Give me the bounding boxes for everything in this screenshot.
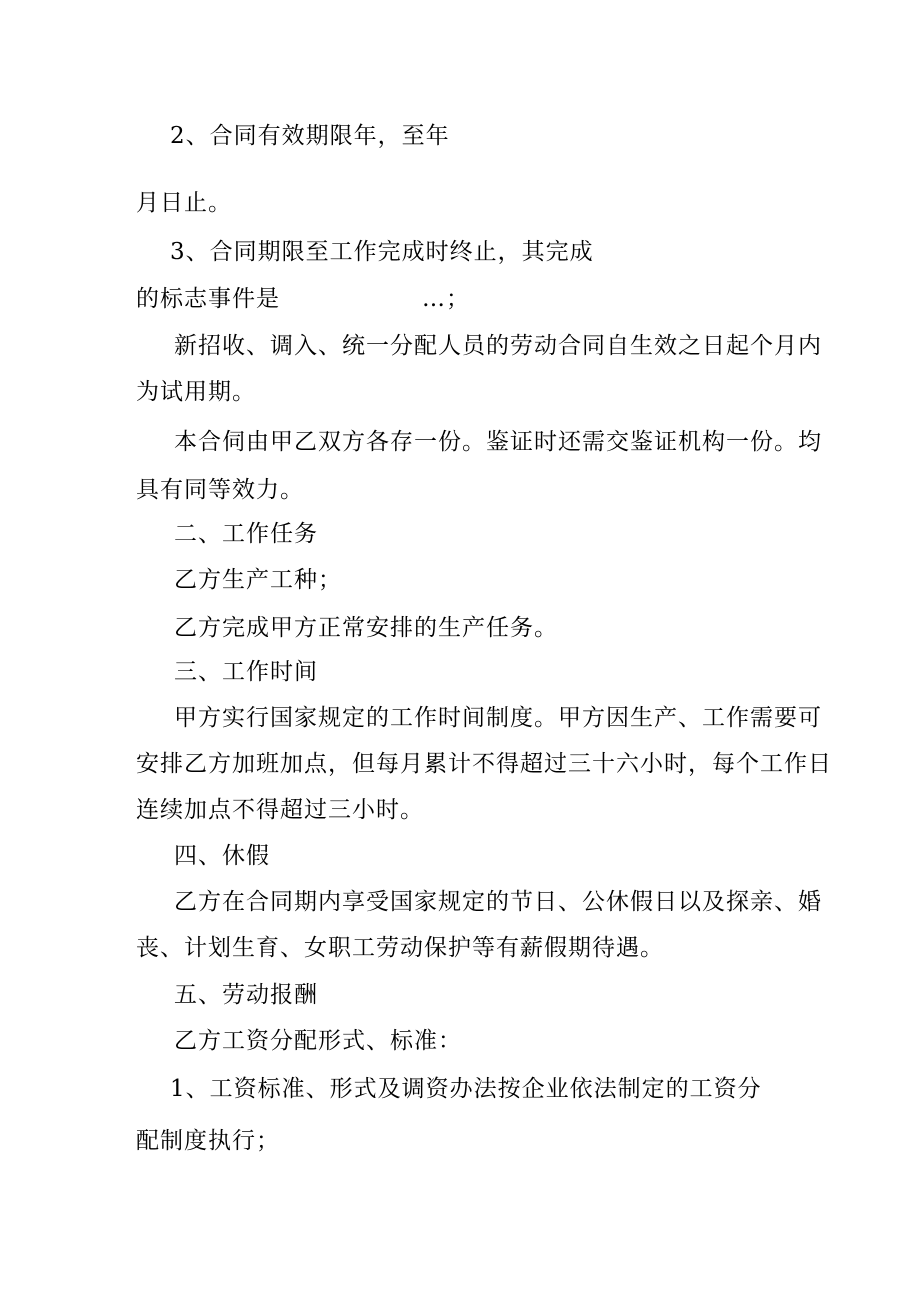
paragraph-line: 丧、计划生育、女职工劳动保护等有薪假期待遇。 bbox=[136, 935, 664, 961]
paragraph-line: 具有同等效力。 bbox=[136, 477, 304, 503]
paragraph-line: 乙方在合同期内享受国家规定的节日、公休假日以及探亲、婚 bbox=[174, 889, 822, 915]
paragraph-line: 1、工资标准、形式及调资办法按企业依法制定的工资分 bbox=[170, 1076, 762, 1102]
paragraph-line: 新招收、调入、统一分配人员的劳动合同自生效之日起个月内 bbox=[174, 333, 822, 359]
paragraph-line: 安排乙方加班加点，但每月累计不得超过三十六小时，每个工作日 bbox=[136, 751, 832, 777]
paragraph-line: 甲方实行国家规定的工作时间制度。甲方因生产、工作需要可 bbox=[174, 705, 822, 731]
paragraph-line: 乙方工资分配形式、标准： bbox=[174, 1028, 462, 1054]
event-ellipsis: …； bbox=[422, 286, 470, 312]
paragraph-line: 配制度执行； bbox=[136, 1128, 280, 1154]
paragraph-line: 乙方生产工种； bbox=[174, 567, 342, 593]
paragraph-line: 2、合同有效期限年，至年 bbox=[170, 123, 450, 149]
section-heading: 三、工作时间 bbox=[174, 659, 318, 685]
section-heading: 五、劳动报酬 bbox=[174, 982, 318, 1008]
section-heading: 二、工作任务 bbox=[174, 521, 318, 547]
paragraph-line: 本合伺由甲乙双方各存一份。鉴证时还需交鉴证机构一份。均 bbox=[174, 429, 822, 455]
paragraph-line: 乙方完成甲方正常安排的生产任务。 bbox=[174, 615, 558, 641]
section-heading: 四、休假 bbox=[174, 843, 270, 869]
paragraph-line: 3、合同期限至工作完成时终止，其完成 bbox=[170, 239, 594, 265]
event-label: 的标志事件是 bbox=[136, 286, 280, 312]
paragraph-line bbox=[136, 284, 470, 314]
paragraph-line: 月日止。 bbox=[136, 190, 232, 216]
paragraph-line: 连续加点不得超过三小时。 bbox=[136, 797, 424, 823]
paragraph-line: 为试用期。 bbox=[136, 379, 256, 405]
